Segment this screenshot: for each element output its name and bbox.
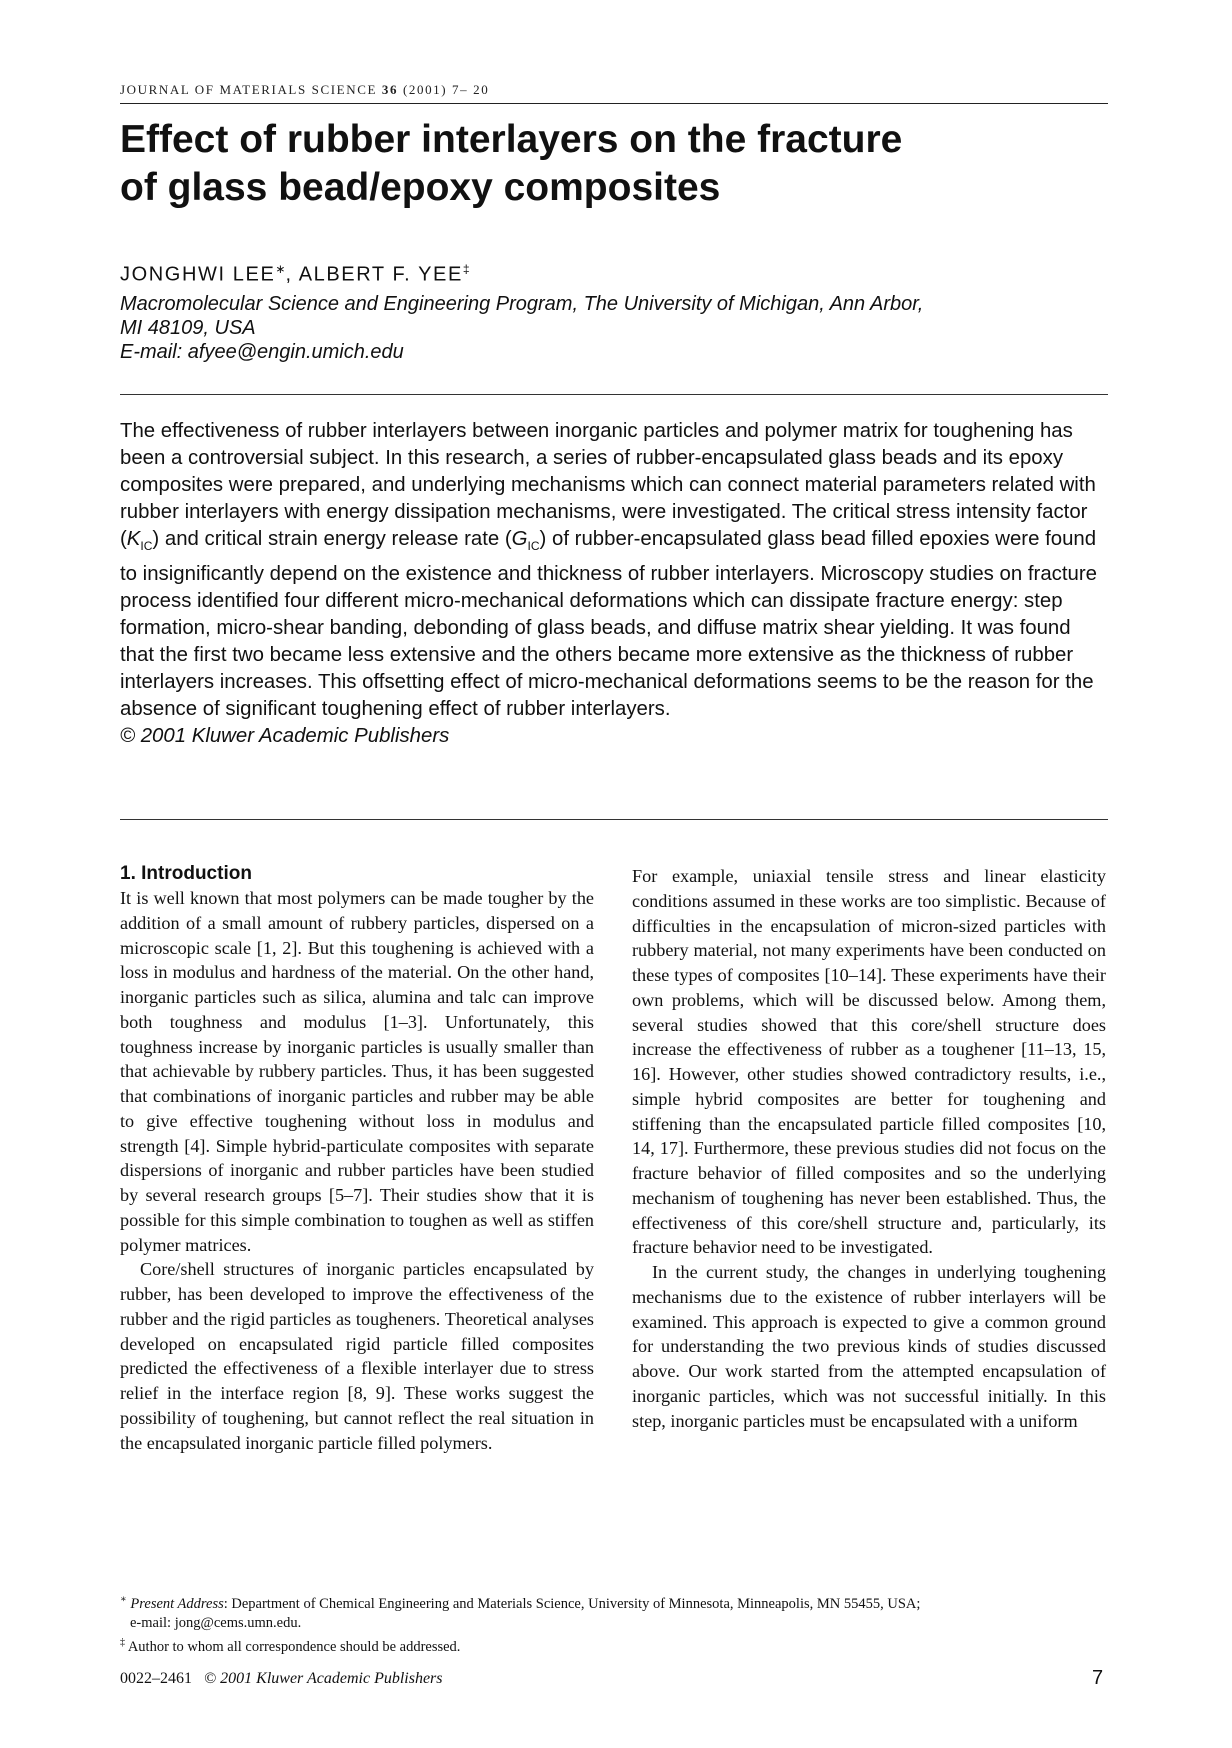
- footnote-correspondence: [120, 1633, 1110, 1657]
- footnote-present-address: [120, 1590, 1110, 1614]
- footnote-mark: ‡: [120, 1636, 125, 1648]
- author-list: [120, 262, 470, 287]
- left-column: [120, 862, 594, 1455]
- author-yee-mark: ‡: [462, 262, 470, 276]
- paragraph: For example, uniaxial tensile stress and linear elasticity conditions assumed in these works are too simplistic. Because of difficulties in the encapsulation of micron-sized particles with rubbery material, not many experiments have been conducted on these types of composites [10–14]. These experiments have their own problems, which will be discussed below. Among them, several studies showed that this core/shell structure does increase the effectiveness of rubber as a toughener [11–13, 15, 16]. However, other studies showed contradictory results, i.e., simple hybrid composites are better for toughening and stiffening than the encapsulated particle filled composites [10, 14, 17]. Furthermore, these previous studies did not focus on the fracture behavior of filled composites and so the underlying mechanism of toughening has never been established. Thus, the effectiveness of this core/shell structure and, particularly, its fracture behavior need to be investigated.: [632, 866, 1106, 1258]
- author-email: E-mail: afyee@engin.umich.edu: [120, 341, 404, 363]
- title-line-1: Effect of rubber interlayers on the fracture: [120, 118, 903, 161]
- affiliation: [120, 292, 1110, 364]
- volume-number: 36: [381, 82, 399, 97]
- running-head: [120, 82, 489, 98]
- abstract-copyright: © 2001 Kluwer Academic Publishers: [120, 725, 450, 748]
- footnote-email: e-mail: jong@cems.umn.edu.: [130, 1614, 302, 1631]
- footer-publisher: © 2001 Kluwer Academic Publishers: [204, 1670, 443, 1687]
- abstract-part-1: The effectiveness of rubber interlayers between inorganic particles and polymer matrix for toughening has been a controversial subject. In this research, a series of rubber-encapsulated glass beads and its epoxy composites were prepared, and underlying mechanisms which can connect material parameters related with rubber interlayers with energy dissipation mechanisms, were investigated. The critical stress intensity factor (: [120, 420, 1096, 551]
- author-lee: JONGHWI LEE: [120, 263, 276, 286]
- footnote-text: : Department of Chemical Engineering and Materials Science, University of Minnesota, Minneapolis, MN 55455, USA;: [223, 1595, 921, 1612]
- footnote-label: Present Address: [130, 1595, 224, 1612]
- title-line-2: of glass bead/epoxy composites: [120, 166, 721, 209]
- author-separator: ,: [285, 263, 299, 286]
- gic-symbol: G: [511, 528, 528, 551]
- gic-subscript: IC: [527, 539, 540, 554]
- article-title: [120, 116, 1020, 212]
- author-yee: ALBERT F. YEE: [298, 263, 463, 286]
- kic-subscript: IC: [140, 539, 153, 554]
- page-number: 7: [1092, 1667, 1104, 1689]
- affiliation-line-2: MI 48109, USA: [120, 317, 256, 339]
- right-column: [632, 864, 1106, 1433]
- issn: 0022–2461: [120, 1670, 192, 1687]
- footnotes: [120, 1590, 1110, 1657]
- abstract: [120, 418, 1108, 750]
- abstract-top-rule: [120, 394, 1108, 395]
- abstract-part-3: ) of rubber-encapsulated glass bead filled epoxies were found to insignificantly depend on the existence and thickness of rubber interlayers. Microscopy studies on fracture process identified four different micro-mechanical deformations which can dissipate fracture energy: step formation, micro-shear banding, debonding of glass beads, and diffuse matrix shear yielding. It was found that the first two became less extensive and the others became more extensive as the thickness of rubber interlayers increases. This offsetting effect of micro-mechanical deformations seems to be the reason for the absence of significant toughening effect of rubber interlayers.: [120, 528, 1098, 721]
- footnote-mark: ∗: [120, 1594, 127, 1605]
- section-heading-introduction: 1. Introduction: [120, 863, 252, 884]
- issue-pages: (2001) 7– 20: [402, 82, 490, 97]
- header-rule: [120, 103, 1108, 104]
- paragraph: In the current study, the changes in underlying toughening mechanisms due to the existence of rubber interlayers will be examined. This approach is expected to give a common ground for understanding the two previous kinds of studies discussed above. Our work started from the attempted encapsulation of inorganic particles, which was not successful initially. In this step, inorganic particles must be encapsulated with a uniform: [632, 1262, 1106, 1431]
- journal-name: JOURNAL OF MATERIALS SCIENCE: [120, 82, 378, 97]
- abstract-text: [120, 418, 1108, 723]
- kic-symbol: K: [126, 528, 141, 551]
- affiliation-line-1: Macromolecular Science and Engineering Program, The University of Michigan, Ann Arbor,: [120, 293, 924, 315]
- abstract-part-2: ) and critical strain energy release rate (: [152, 528, 512, 551]
- abstract-bottom-rule: [120, 819, 1108, 820]
- author-lee-mark: ∗: [275, 262, 286, 276]
- page-footer: [120, 1670, 443, 1688]
- paragraph: It is well known that most polymers can be made tougher by the addition of a small amount of rubbery particles, dispersed on a microscopic scale [1, 2]. But this toughening is achieved with a loss in modulus and hardness of the material. On the other hand, inorganic particles such as silica, alumina and talc can improve both toughness and modulus [1–3]. Unfortunately, this toughness increase by inorganic particles is usually smaller than that achievable by rubbery particles. Thus, it has been suggested that combinations of inorganic particles and rubber may be able to give effective toughening without loss in modulus and strength [4]. Simple hybrid-particulate composites with separate dispersions of inorganic and rubber particles have been studied by several research groups [5–7]. Their studies show that it is possible for this simple combination to toughen as well as stiffen polymer matrices.: [120, 888, 594, 1255]
- paragraph: Core/shell structures of inorganic particles encapsulated by rubber, has been developed to improve the effectiveness of the rubber and the rigid particles as tougheners. Theoretical analyses developed on encapsulated rigid particle filled composites predicted the effectiveness of a flexible interlayer due to stress relief in the interface region [8, 9]. These works suggest the possibility of toughening, but cannot reflect the real situation in the encapsulated inorganic particle filled polymers.: [120, 1259, 594, 1453]
- footnote-text: Author to whom all correspondence should be addressed.: [127, 1638, 461, 1655]
